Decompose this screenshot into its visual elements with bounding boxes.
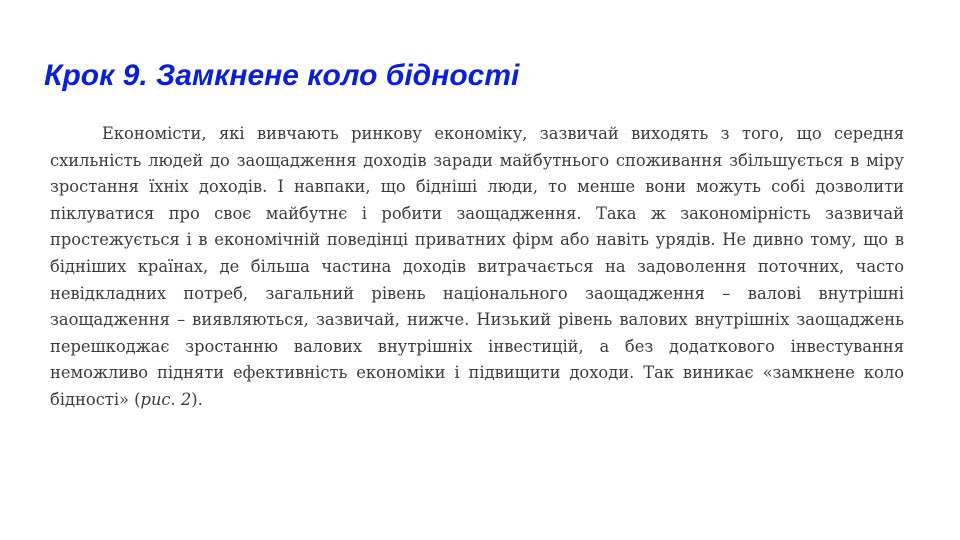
slide-title: Крок 9. Замкнене коло бідності (44, 59, 520, 92)
body-paragraph (50, 121, 904, 414)
paragraph-text: Економісти, які вивчають ринкову економіку, зазвичай виходять з того, що середня схильність людей до заощадження доходів заради майбутнього споживання збільшується в міру зростання їхніх доходів. І навпаки, що бідніші люди, то менше вони можуть собі дозволити піклуватися про своє майбутнє і робити заощадження. Така ж закономірність зазвичай простежується і в економічній поведінці приватних фірм або навіть урядів. Не дивно тому, що в бідніших країнах, де більша частина доходів витрачається на задоволення поточних, часто невідкладних потреб, загальний рівень національного заощадження – валові внутрішні заощадження – виявляються, зазвичай, нижче. Низький рівень валових внутрішніх заощаджень перешкоджає зростанню валових внутрішніх інвестицій, а без додаткового інвестування неможливо підняти ефективність економіки і підвищити доходи. Так виникає «замкнене коло бідності» ( (50, 124, 904, 409)
paragraph-end: ). (191, 389, 203, 409)
figure-reference: рис. 2 (140, 389, 192, 409)
